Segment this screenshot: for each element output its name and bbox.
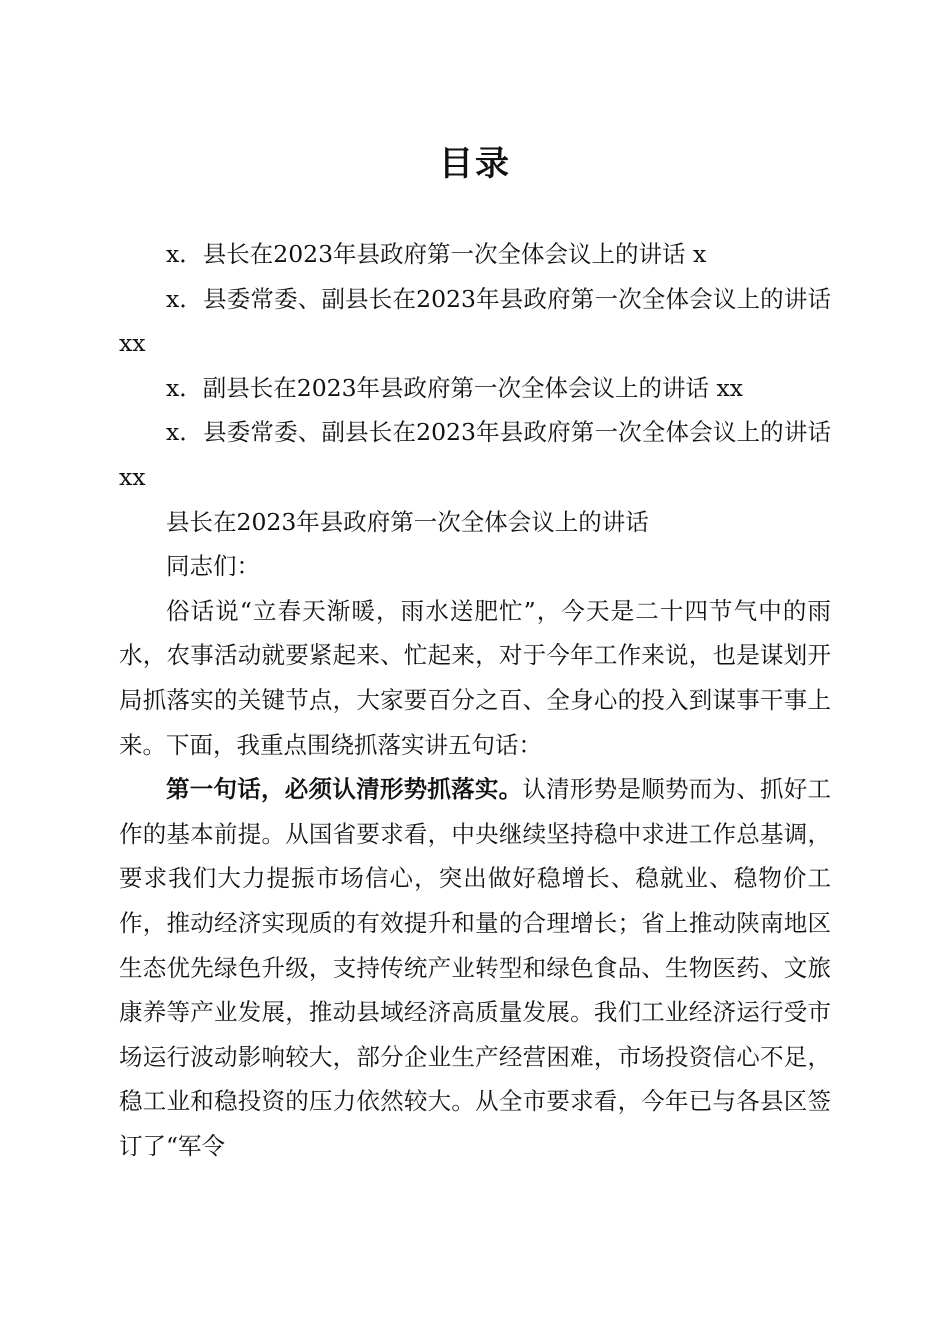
salutation: 同志们： bbox=[166, 552, 260, 581]
toc-entry-1: x．县长在2023年县政府第一次全体会议上的讲话 x bbox=[166, 240, 707, 268]
speech-title: 县长在2023年县政府第一次全体会议上的讲话 bbox=[166, 507, 649, 536]
paragraph-2-heading: 第一句话，必须认清形势抓落实。 bbox=[166, 775, 523, 804]
document-body bbox=[119, 232, 831, 1168]
page-title: 目录 bbox=[439, 144, 511, 184]
paragraph-2-text: 认清形势是顺势而为、抓好工作的基本前提。从国省要求看，中央继续坚持稳中求进工作总基调，要求我们大力提振市场信心，突出做好稳增长、稳就业、稳物价工作，推动经济实现质的有效提升和量的合理增长；省上推动陕南地区生态优先绿色升级，支持传统产业转型和绿色食品、生物医药、文旅康养等产业发展，推动县域经济高质量发展。我们工业经济运行受市场运行波动影响较大，部分企业生产经营困难，市场投资信心不足，稳工业和稳投资的压力依然较大。从全市要求看，今年已与各县区签订了“军令 bbox=[119, 775, 832, 1160]
paragraph-2 bbox=[119, 767, 831, 1168]
toc-entry-4: x．县委常委、副县长在2023年县政府第一次全体会议上的讲话 xx bbox=[119, 418, 831, 491]
toc-entry-3: x．副县长在2023年县政府第一次全体会议上的讲话 xx bbox=[166, 373, 744, 402]
toc-entry-2: x．县委常委、副县长在2023年县政府第一次全体会议上的讲话 xx bbox=[119, 284, 831, 358]
paragraph-1: 俗话说“立春天渐暖，雨水送肥忙”，今天是二十四节气中的雨水，农事活动就要紧起来、忙起来，对于今年工作来说，也是谋划开局抓落实的关键节点，大家要百分之百、全身心的投入到谋事干事上来。下面，我重点围绕抓落实讲五句话： bbox=[119, 596, 831, 759]
